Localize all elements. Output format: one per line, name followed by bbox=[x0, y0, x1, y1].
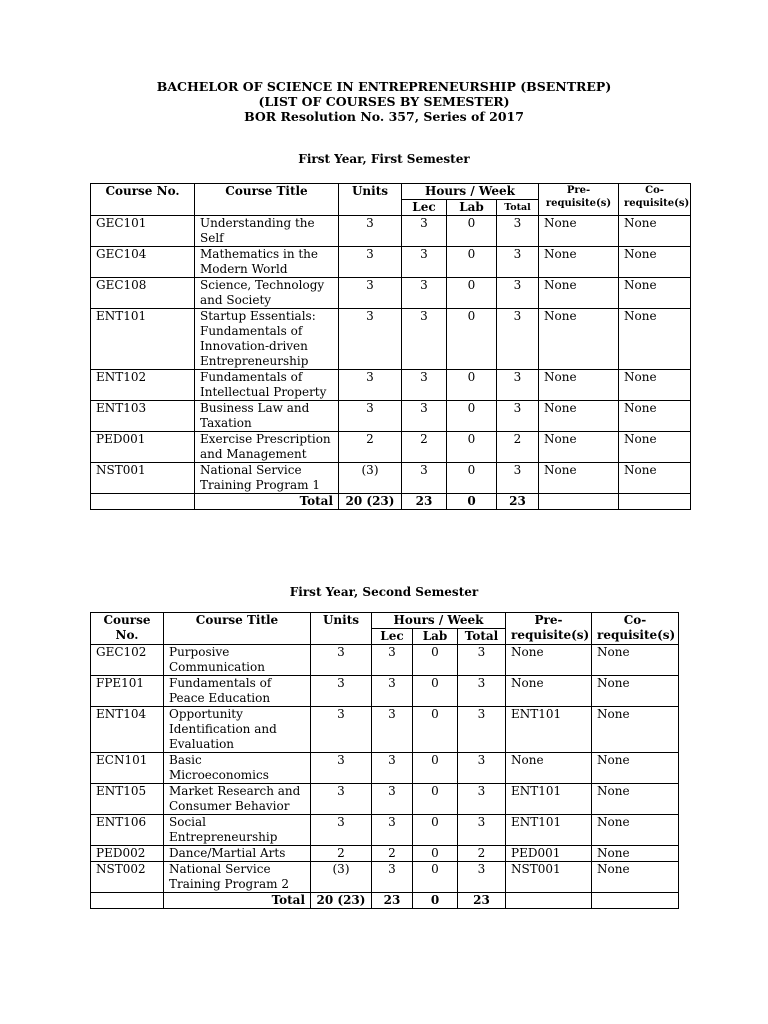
prerequisite-cell: None bbox=[539, 247, 619, 278]
lec-cell: 3 bbox=[372, 753, 413, 784]
course-title-cell: Exercise Prescription and Management bbox=[195, 432, 339, 463]
totals-row bbox=[91, 494, 691, 510]
prerequisite-cell: None bbox=[539, 278, 619, 309]
header-hours-week: Hours / Week bbox=[372, 613, 506, 629]
lec-cell: 3 bbox=[372, 676, 413, 707]
corequisite-cell: None bbox=[619, 216, 691, 247]
lec-cell: 3 bbox=[402, 370, 447, 401]
lab-cell: 0 bbox=[413, 753, 458, 784]
program-title: BACHELOR OF SCIENCE IN ENTREPRENEURSHIP (BSENTREP) bbox=[156, 79, 612, 94]
header-lab: Lab bbox=[413, 629, 458, 645]
header-lab: Lab bbox=[447, 200, 497, 216]
lec-cell: 3 bbox=[402, 401, 447, 432]
header-course-title: Course Title bbox=[195, 184, 339, 216]
corequisite-cell: None bbox=[592, 707, 679, 753]
header-course-no: Course No. bbox=[91, 613, 164, 645]
header-lec: Lec bbox=[372, 629, 413, 645]
total-cell: 3 bbox=[497, 309, 539, 370]
prerequisite-cell: ENT101 bbox=[506, 784, 592, 815]
lab-cell: 0 bbox=[413, 784, 458, 815]
prerequisite-cell: None bbox=[539, 401, 619, 432]
units-cell: (3) bbox=[339, 463, 402, 494]
lab-cell: 0 bbox=[447, 247, 497, 278]
total-cell: 3 bbox=[497, 401, 539, 432]
empty-cell bbox=[91, 494, 195, 510]
lab-cell: 0 bbox=[447, 309, 497, 370]
units-cell: 3 bbox=[311, 753, 372, 784]
units-cell: 3 bbox=[339, 401, 402, 432]
course-title-cell: Market Research and Consumer Behavior bbox=[164, 784, 311, 815]
prerequisite-cell: None bbox=[539, 309, 619, 370]
semester-2-title: First Year, Second Semester bbox=[289, 585, 479, 599]
empty-cell bbox=[91, 893, 164, 909]
table-row bbox=[91, 278, 691, 309]
total-cell: 3 bbox=[497, 278, 539, 309]
course-title-cell: Social Entrepreneurship bbox=[164, 815, 311, 846]
total-lab: 0 bbox=[413, 893, 458, 909]
header-lec: Lec bbox=[402, 200, 447, 216]
table-row bbox=[91, 753, 679, 784]
units-cell: 3 bbox=[339, 278, 402, 309]
totals-row bbox=[91, 893, 679, 909]
empty-cell bbox=[619, 494, 691, 510]
prerequisite-cell: None bbox=[539, 216, 619, 247]
corequisite-cell: None bbox=[619, 401, 691, 432]
header-total: Total bbox=[458, 629, 506, 645]
total-cell: 3 bbox=[458, 862, 506, 893]
lab-cell: 0 bbox=[447, 401, 497, 432]
prerequisite-cell: ENT101 bbox=[506, 815, 592, 846]
lec-cell: 2 bbox=[402, 432, 447, 463]
total-label: Total bbox=[164, 893, 311, 909]
lab-cell: 0 bbox=[447, 370, 497, 401]
lab-cell: 0 bbox=[413, 862, 458, 893]
course-no-cell: GEC102 bbox=[91, 645, 164, 676]
table-row bbox=[91, 463, 691, 494]
header-units: Units bbox=[339, 184, 402, 216]
table-row bbox=[91, 676, 679, 707]
header-total: Total bbox=[497, 200, 539, 216]
units-cell: 2 bbox=[339, 432, 402, 463]
total-label: Total bbox=[195, 494, 339, 510]
lec-cell: 2 bbox=[372, 846, 413, 862]
prerequisite-cell: None bbox=[506, 645, 592, 676]
document-header bbox=[0, 79, 768, 124]
header-prerequisite: Pre-requisite(s) bbox=[539, 184, 619, 216]
list-subtitle: (LIST OF COURSES BY SEMESTER) bbox=[258, 94, 510, 109]
total-cell: 3 bbox=[458, 645, 506, 676]
lec-cell: 3 bbox=[372, 862, 413, 893]
total-cell: 2 bbox=[497, 432, 539, 463]
lab-cell: 0 bbox=[447, 463, 497, 494]
header-course-title: Course Title bbox=[164, 613, 311, 645]
lec-cell: 3 bbox=[402, 278, 447, 309]
corequisite-cell: None bbox=[619, 278, 691, 309]
total-hours: 23 bbox=[458, 893, 506, 909]
corequisite-cell: None bbox=[592, 676, 679, 707]
course-title-cell: Science, Technology and Society bbox=[195, 278, 339, 309]
corequisite-cell: None bbox=[592, 846, 679, 862]
lec-cell: 3 bbox=[402, 247, 447, 278]
table-row bbox=[91, 846, 679, 862]
course-no-cell: PED002 bbox=[91, 846, 164, 862]
course-no-cell: ENT106 bbox=[91, 815, 164, 846]
lab-cell: 0 bbox=[413, 815, 458, 846]
table-row bbox=[91, 370, 691, 401]
table-row bbox=[91, 432, 691, 463]
resolution-line: BOR Resolution No. 357, Series of 2017 bbox=[244, 109, 524, 124]
empty-cell bbox=[539, 494, 619, 510]
course-no-cell: ENT101 bbox=[91, 309, 195, 370]
course-title-cell: Basic Microeconomics bbox=[164, 753, 311, 784]
total-cell: 3 bbox=[458, 753, 506, 784]
corequisite-cell: None bbox=[592, 753, 679, 784]
lab-cell: 0 bbox=[447, 432, 497, 463]
course-title-cell: National Service Training Program 2 bbox=[164, 862, 311, 893]
total-cell: 3 bbox=[497, 216, 539, 247]
course-title-cell: Dance/Martial Arts bbox=[164, 846, 311, 862]
course-title-cell: Purposive Communication bbox=[164, 645, 311, 676]
total-hours: 23 bbox=[497, 494, 539, 510]
total-cell: 3 bbox=[458, 784, 506, 815]
table-row bbox=[91, 309, 691, 370]
lec-cell: 3 bbox=[372, 815, 413, 846]
header-corequisite: Co-requisite(s) bbox=[619, 184, 691, 216]
total-units: 20 (23) bbox=[339, 494, 402, 510]
course-title-cell: National Service Training Program 1 bbox=[195, 463, 339, 494]
units-cell: 3 bbox=[311, 676, 372, 707]
lab-cell: 0 bbox=[413, 846, 458, 862]
lab-cell: 0 bbox=[413, 645, 458, 676]
course-title-cell: Mathematics in the Modern World bbox=[195, 247, 339, 278]
total-cell: 3 bbox=[497, 370, 539, 401]
course-title-cell: Fundamentals of Intellectual Property bbox=[195, 370, 339, 401]
lab-cell: 0 bbox=[413, 676, 458, 707]
prerequisite-cell: ENT101 bbox=[506, 707, 592, 753]
units-cell: 2 bbox=[311, 846, 372, 862]
lec-cell: 3 bbox=[372, 645, 413, 676]
corequisite-cell: None bbox=[619, 247, 691, 278]
lab-cell: 0 bbox=[413, 707, 458, 753]
table-row bbox=[91, 862, 679, 893]
units-cell: 3 bbox=[339, 216, 402, 247]
header-hours-week: Hours / Week bbox=[402, 184, 539, 200]
header-corequisite: Co-requisite(s) bbox=[592, 613, 679, 645]
prerequisite-cell: None bbox=[539, 463, 619, 494]
total-lab: 0 bbox=[447, 494, 497, 510]
prerequisite-cell: None bbox=[539, 432, 619, 463]
course-title-cell: Startup Essentials: Fundamentals of Innovation-driven Entrepreneurship bbox=[195, 309, 339, 370]
units-cell: 3 bbox=[311, 645, 372, 676]
corequisite-cell: None bbox=[592, 815, 679, 846]
lec-cell: 3 bbox=[402, 463, 447, 494]
total-units: 20 (23) bbox=[311, 893, 372, 909]
table-row bbox=[91, 707, 679, 753]
semester-1-table bbox=[90, 183, 691, 510]
course-no-cell: GEC108 bbox=[91, 278, 195, 309]
semester-1-title: First Year, First Semester bbox=[298, 152, 470, 166]
course-title-cell: Understanding the Self bbox=[195, 216, 339, 247]
table-row bbox=[91, 815, 679, 846]
header-prerequisite: Pre-requisite(s) bbox=[506, 613, 592, 645]
course-no-cell: GEC101 bbox=[91, 216, 195, 247]
table-row bbox=[91, 645, 679, 676]
total-lec: 23 bbox=[372, 893, 413, 909]
table-row bbox=[91, 216, 691, 247]
course-no-cell: ENT105 bbox=[91, 784, 164, 815]
units-cell: 3 bbox=[339, 247, 402, 278]
total-cell: 2 bbox=[458, 846, 506, 862]
lab-cell: 0 bbox=[447, 216, 497, 247]
units-cell: 3 bbox=[311, 815, 372, 846]
units-cell: 3 bbox=[339, 370, 402, 401]
empty-cell bbox=[592, 893, 679, 909]
lec-cell: 3 bbox=[402, 216, 447, 247]
course-no-cell: GEC104 bbox=[91, 247, 195, 278]
course-no-cell: FPE101 bbox=[91, 676, 164, 707]
units-cell: 3 bbox=[311, 784, 372, 815]
total-cell: 3 bbox=[497, 463, 539, 494]
course-title-cell: Opportunity Identification and Evaluation bbox=[164, 707, 311, 753]
units-cell: 3 bbox=[339, 309, 402, 370]
corequisite-cell: None bbox=[619, 463, 691, 494]
table-row bbox=[91, 247, 691, 278]
prerequisite-cell: None bbox=[539, 370, 619, 401]
total-lec: 23 bbox=[402, 494, 447, 510]
course-no-cell: ENT104 bbox=[91, 707, 164, 753]
lec-cell: 3 bbox=[372, 784, 413, 815]
semester-2-table bbox=[90, 612, 679, 909]
units-cell: 3 bbox=[311, 707, 372, 753]
prerequisite-cell: NST001 bbox=[506, 862, 592, 893]
corequisite-cell: None bbox=[619, 432, 691, 463]
header-course-no: Course No. bbox=[91, 184, 195, 216]
corequisite-cell: None bbox=[592, 862, 679, 893]
lec-cell: 3 bbox=[372, 707, 413, 753]
total-cell: 3 bbox=[458, 707, 506, 753]
corequisite-cell: None bbox=[592, 784, 679, 815]
prerequisite-cell: None bbox=[506, 676, 592, 707]
lab-cell: 0 bbox=[447, 278, 497, 309]
course-no-cell: ENT103 bbox=[91, 401, 195, 432]
prerequisite-cell: PED001 bbox=[506, 846, 592, 862]
corequisite-cell: None bbox=[619, 370, 691, 401]
total-cell: 3 bbox=[458, 815, 506, 846]
course-title-cell: Business Law and Taxation bbox=[195, 401, 339, 432]
corequisite-cell: None bbox=[619, 309, 691, 370]
course-no-cell: PED001 bbox=[91, 432, 195, 463]
course-title-cell: Fundamentals of Peace Education bbox=[164, 676, 311, 707]
total-cell: 3 bbox=[458, 676, 506, 707]
header-units: Units bbox=[311, 613, 372, 645]
course-no-cell: ENT102 bbox=[91, 370, 195, 401]
units-cell: (3) bbox=[311, 862, 372, 893]
total-cell: 3 bbox=[497, 247, 539, 278]
prerequisite-cell: None bbox=[506, 753, 592, 784]
course-no-cell: NST002 bbox=[91, 862, 164, 893]
table-row bbox=[91, 784, 679, 815]
table-row bbox=[91, 401, 691, 432]
course-no-cell: NST001 bbox=[91, 463, 195, 494]
course-no-cell: ECN101 bbox=[91, 753, 164, 784]
empty-cell bbox=[506, 893, 592, 909]
corequisite-cell: None bbox=[592, 645, 679, 676]
lec-cell: 3 bbox=[402, 309, 447, 370]
